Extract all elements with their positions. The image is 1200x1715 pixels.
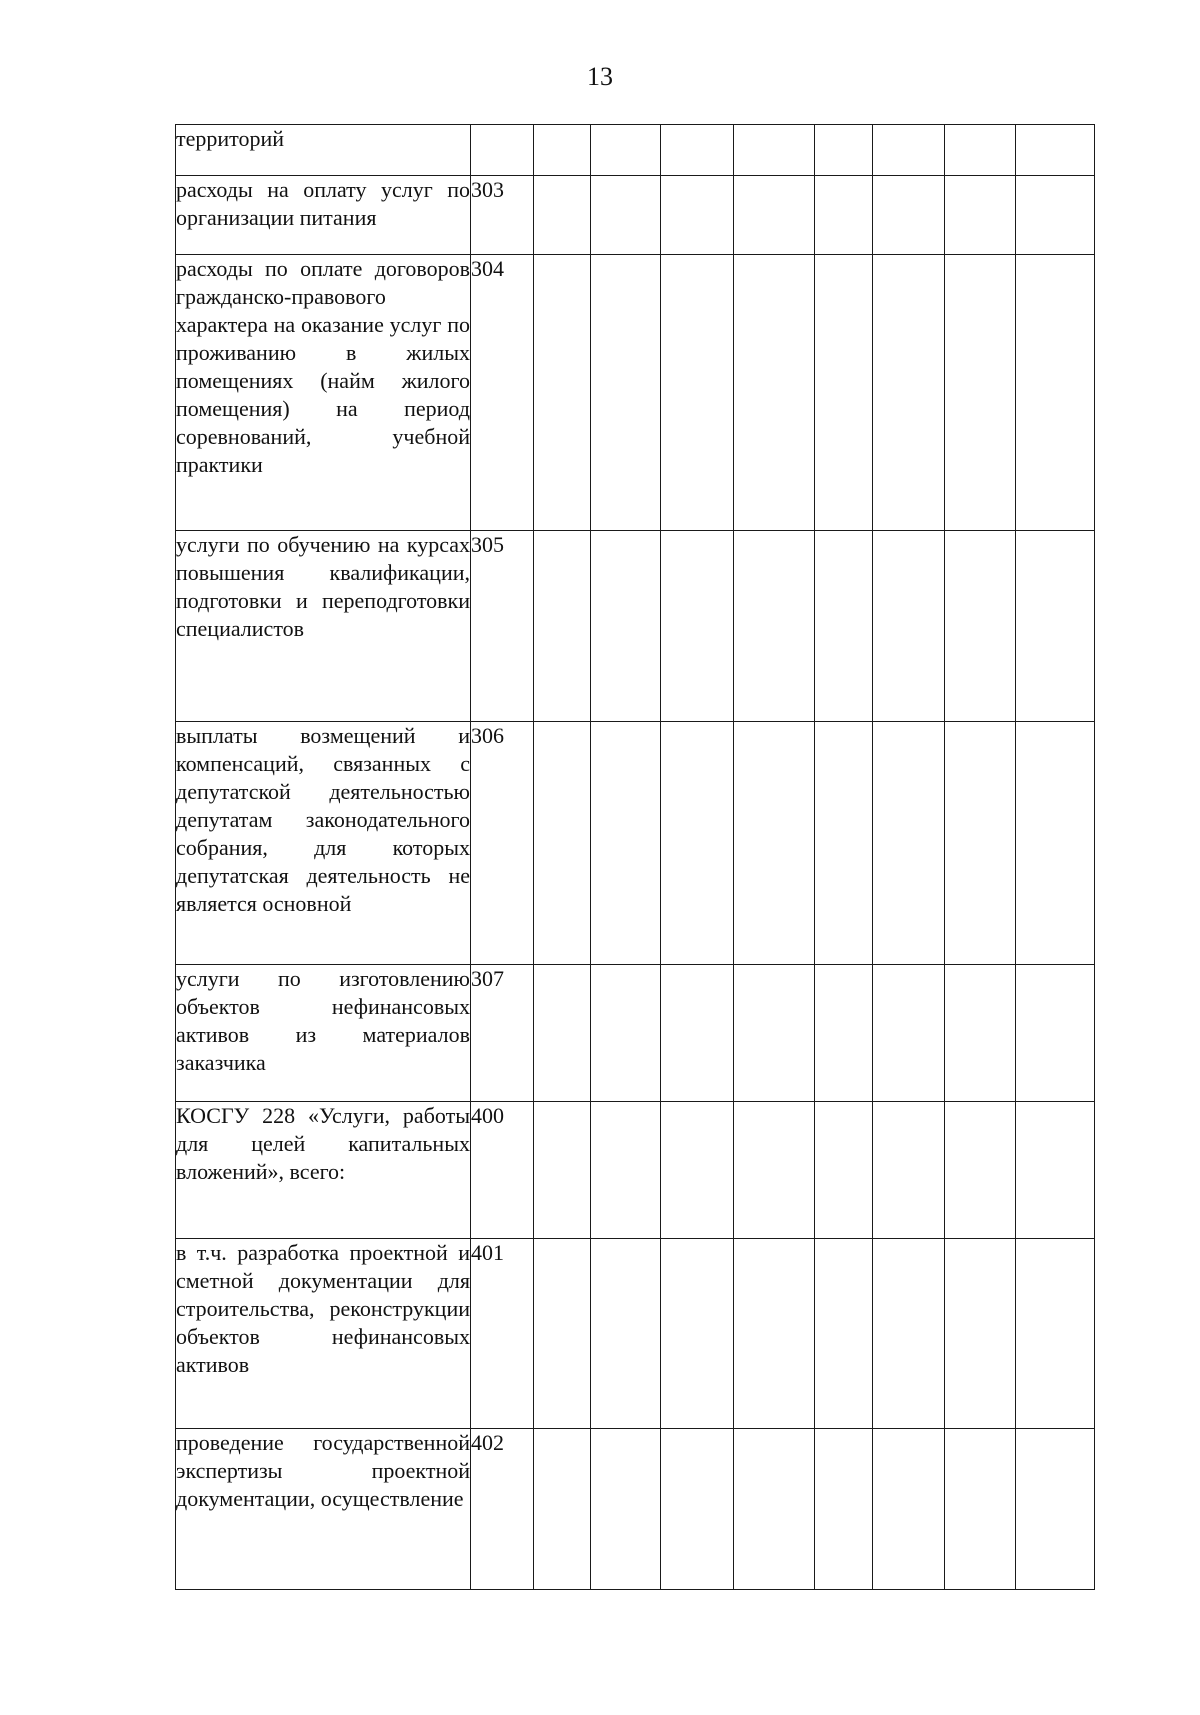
empty-cell [873,1102,945,1239]
empty-cell [945,722,1016,965]
empty-cell [591,1429,661,1590]
empty-cell [815,1239,873,1429]
empty-cell [534,1102,591,1239]
empty-cell [1016,1239,1095,1429]
empty-cell [534,965,591,1102]
empty-cell [945,965,1016,1102]
empty-cell [945,176,1016,255]
empty-cell [873,965,945,1102]
empty-cell [815,722,873,965]
empty-cell [591,531,661,722]
row-description: в т.ч. разработка проектной и сметной документации для строительства, реконструкции объектов нефинансовых активов [176,1239,471,1429]
empty-cell [534,1429,591,1590]
empty-cell [661,1239,734,1429]
empty-cell [534,531,591,722]
row-description: проведение государственной экспертизы проектной документации, осуществление [176,1429,471,1590]
empty-cell [815,176,873,255]
empty-cell [815,255,873,531]
empty-cell [945,1102,1016,1239]
empty-cell [661,965,734,1102]
empty-cell [534,176,591,255]
empty-cell [815,1102,873,1239]
row-code: 303 [471,176,534,255]
empty-cell [734,1102,815,1239]
empty-cell [1016,255,1095,531]
table-row [176,531,1095,722]
empty-cell [534,1239,591,1429]
empty-cell [734,125,815,176]
empty-cell [873,125,945,176]
empty-cell [591,965,661,1102]
empty-cell [591,255,661,531]
empty-cell [1016,1102,1095,1239]
empty-cell [734,1429,815,1590]
empty-cell [873,1239,945,1429]
empty-cell [591,176,661,255]
empty-cell [873,176,945,255]
page-number [0,62,1200,92]
row-code: 402 [471,1429,534,1590]
empty-cell [661,255,734,531]
empty-cell [1016,176,1095,255]
row-description: выплаты возмещений и компенсаций, связанных с депутатской деятельностью депутатам законодательного собрания, для которых депутатская деятельность не является основной [176,722,471,965]
empty-cell [945,1239,1016,1429]
table-row [176,965,1095,1102]
table-row [176,176,1095,255]
empty-cell [534,255,591,531]
table-row [176,255,1095,531]
empty-cell [873,531,945,722]
row-code [471,125,534,176]
empty-cell [734,722,815,965]
row-code: 307 [471,965,534,1102]
empty-cell [1016,965,1095,1102]
empty-cell [873,1429,945,1590]
empty-cell [661,531,734,722]
empty-cell [661,176,734,255]
empty-cell [734,965,815,1102]
row-code: 306 [471,722,534,965]
empty-cell [815,965,873,1102]
row-code: 305 [471,531,534,722]
empty-cell [815,1429,873,1590]
empty-cell [1016,1429,1095,1590]
empty-cell [591,1239,661,1429]
empty-cell [945,531,1016,722]
empty-cell [734,531,815,722]
empty-cell [661,125,734,176]
table-row [176,125,1095,176]
empty-cell [734,176,815,255]
empty-cell [661,722,734,965]
table-row [176,1429,1095,1590]
empty-cell [534,125,591,176]
row-description: территорий [176,125,471,176]
page-number-text: 13 [587,62,613,91]
row-description: услуги по обучению на курсах повышения квалификации, подготовки и переподготовки специалистов [176,531,471,722]
empty-cell [945,1429,1016,1590]
empty-cell [945,125,1016,176]
table-row [176,1239,1095,1429]
empty-cell [1016,125,1095,176]
empty-cell [734,1239,815,1429]
empty-cell [734,255,815,531]
empty-cell [815,531,873,722]
empty-cell [661,1429,734,1590]
table-row [176,722,1095,965]
row-description: услуги по изготовлению объектов нефинансовых активов из материалов заказчика [176,965,471,1102]
empty-cell [815,125,873,176]
empty-cell [591,125,661,176]
empty-cell [591,722,661,965]
empty-cell [945,255,1016,531]
row-description: расходы на оплату услуг по организации питания [176,176,471,255]
empty-cell [873,255,945,531]
empty-cell [591,1102,661,1239]
empty-cell [873,722,945,965]
row-code: 304 [471,255,534,531]
empty-cell [1016,531,1095,722]
row-code: 400 [471,1102,534,1239]
form-table [175,124,1095,1590]
row-code: 401 [471,1239,534,1429]
empty-cell [534,722,591,965]
empty-cell [661,1102,734,1239]
row-description: расходы по оплате договоров гражданско-правового характера на оказание услуг по проживанию в жилых помещениях (найм жилого помещения) на период соревнований, учебной практики [176,255,471,531]
row-description: КОСГУ 228 «Услуги, работы для целей капитальных вложений», всего: [176,1102,471,1239]
table-row [176,1102,1095,1239]
empty-cell [1016,722,1095,965]
